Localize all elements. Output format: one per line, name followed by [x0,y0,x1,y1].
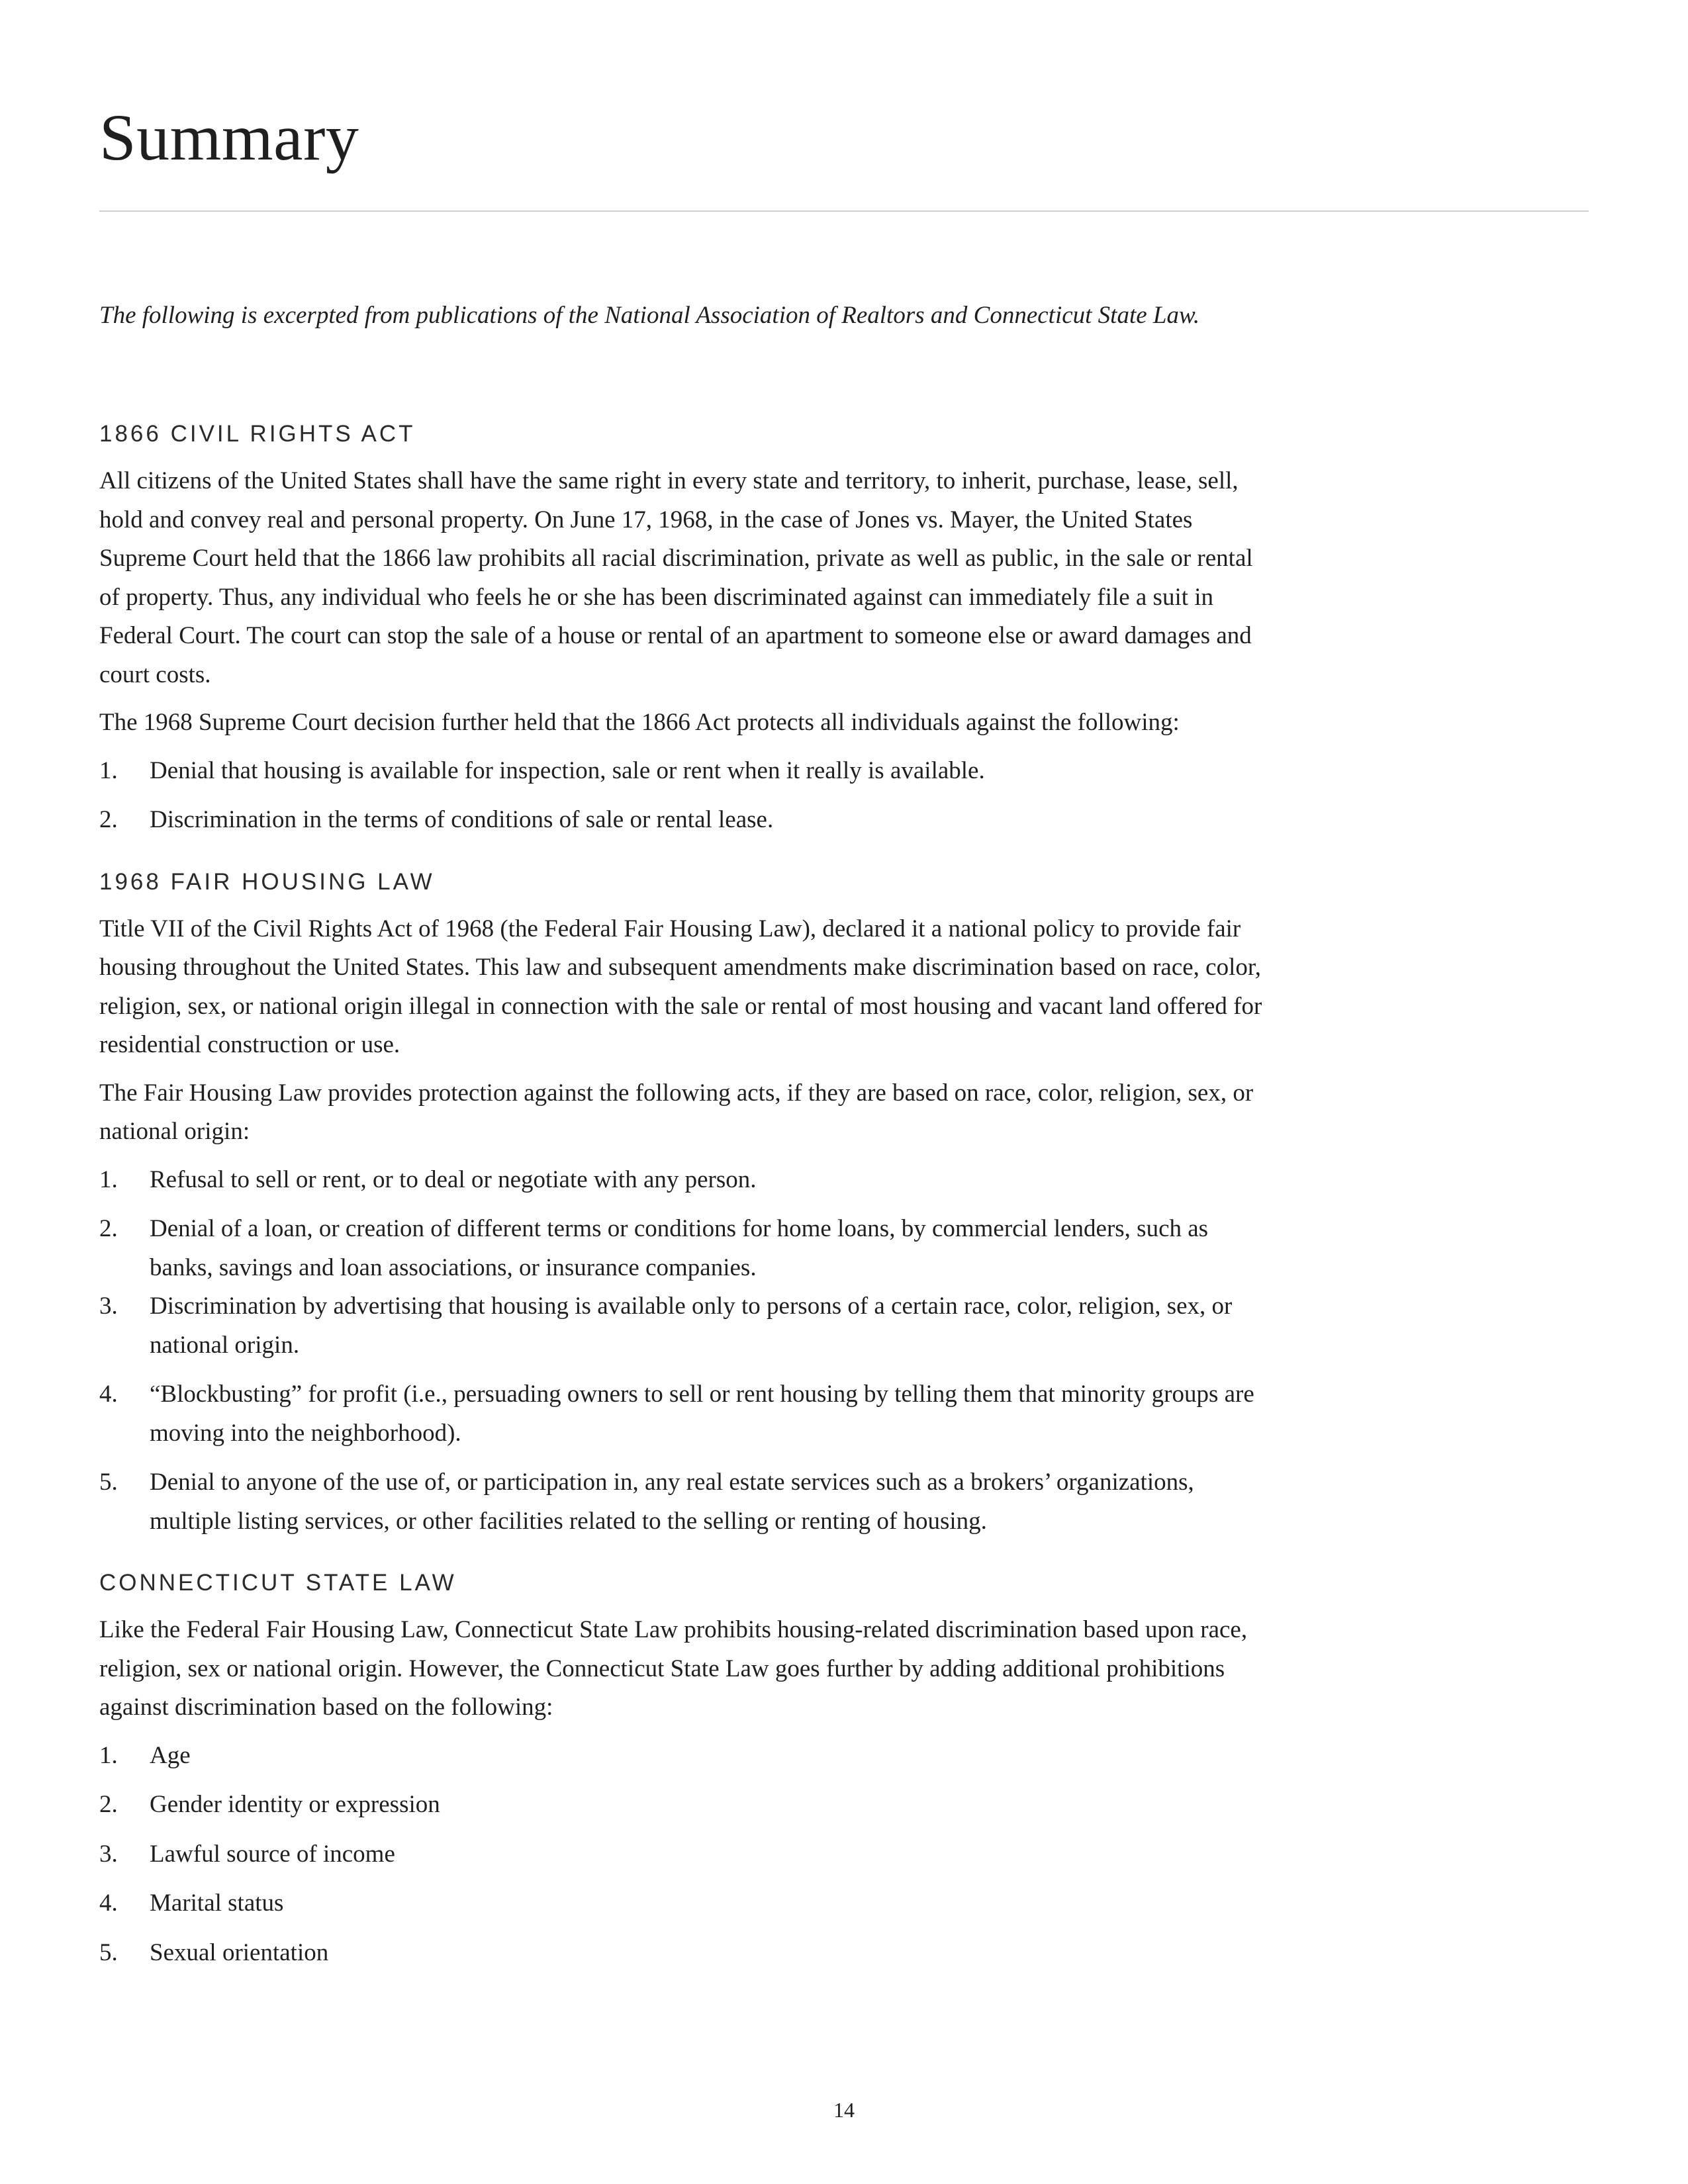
list-number: 3. [99,1293,118,1320]
list-number: 3. [99,1840,118,1868]
list-item [99,1210,1264,1287]
list-number: 2. [99,1215,118,1242]
list-item-text: Sexual orientation [150,1938,329,1966]
paragraph: Like the Federal Fair Housing Law, Connecticut State Law prohibits housing-related discrimination based upon race, religion, sex or national origin. However, the Connecticut State Law goes further by adding additional prohibitions against discrimination based on the following: [99,1616,1248,1721]
list-item [99,752,1264,791]
list-number: 1. [99,1165,118,1193]
numbered-list [99,1737,1264,1973]
list-item [99,1835,1264,1874]
list-item-text: “Blockbusting” for profit (i.e., persuading owners to sell or rent housing by telling them that minority groups are moving into the neighborhood). [150,1381,1254,1447]
list-number: 1. [99,756,118,784]
list-item-text: Lawful source of income [150,1840,395,1868]
list-item [99,1287,1264,1365]
list-item [99,1934,1264,1973]
section-heading: CONNECTICUT STATE LAW [99,1570,457,1596]
list-item [99,1884,1264,1923]
list-item-text: Age [150,1741,191,1769]
list-item [99,1737,1264,1776]
list-item [99,1161,1264,1200]
list-number: 4. [99,1381,118,1408]
section-civil-rights-act [99,414,1264,840]
numbered-list [99,1161,1264,1541]
page-title: Summary [99,101,359,174]
list-item-text: Refusal to sell or rent, or to deal or negotiate with any person. [150,1165,757,1193]
list-number: 5. [99,1469,118,1496]
list-number: 5. [99,1938,118,1966]
list-number: 2. [99,806,118,833]
list-item-text: Gender identity or expression [150,1791,440,1818]
list-item-text: Denial to anyone of the use of, or participation in, any real estate services such as a brokers’ organizations, multiple listing services, or other facilities related to the selling or renting of housing. [150,1469,1194,1535]
intro-text: The following is excerpted from publications of the National Association of Realtors and Connecticut State Law. [99,302,1200,329]
section-heading: 1968 FAIR HOUSING LAW [99,868,435,895]
list-item-text: Denial that housing is available for inspection, sale or rent when it really is available. [150,756,985,784]
list-item-text: Marital status [150,1889,284,1917]
list-item [99,1786,1264,1825]
section-heading: 1866 CIVIL RIGHTS ACT [99,421,416,447]
list-item [99,801,1264,840]
list-item [99,1463,1264,1541]
document-body [99,296,1264,1983]
paragraph: The Fair Housing Law provides protection against the following acts, if they are based on race, color, religion, sex, or national origin: [99,1079,1254,1145]
title-divider [99,210,1589,212]
list-number: 1. [99,1741,118,1769]
paragraph: All citizens of the United States shall have the same right in every state and territory, to inherit, purchase, lease, sell, hold and convey real and personal property. On June 17, 1968, in the case of Jones vs. Mayer, the United States Supreme Court held that the 1866 law prohibits all racial discrimination, private as well as public, in the sale or rental of property. Thus, any individual who feels he or she has been discriminated against can immediately file a suit in Federal Court. The court can stop the sale of a house or rental of an apartment to someone else or award damages and court costs. [99,467,1253,688]
list-item-text: Denial of a loan, or creation of different terms or conditions for home loans, by commercial lenders, such as banks, savings and loan associations, or insurance companies. [150,1215,1209,1281]
paragraph: Title VII of the Civil Rights Act of 1968 (the Federal Fair Housing Law), declared it a national policy to provide fair housing throughout the United States. This law and subsequent amendments make discrimination based on race, color, religion, sex, or national origin illegal in connection with the sale or rental of most housing and vacant land offered for residential construction or use. [99,915,1262,1058]
section-fair-housing-law [99,862,1264,1541]
paragraph: The 1968 Supreme Court decision further held that the 1866 Act protects all individuals against the following: [99,709,1180,736]
list-item-text: Discrimination by advertising that housing is available only to persons of a certain race, color, religion, sex, or national origin. [150,1293,1233,1359]
numbered-list [99,752,1264,840]
section-connecticut-state-law [99,1563,1264,1972]
list-item [99,1375,1264,1453]
page-number: 14 [833,2098,855,2122]
list-number: 4. [99,1889,118,1917]
list-number: 2. [99,1791,118,1818]
list-item-text: Discrimination in the terms of conditions of sale or rental lease. [150,806,774,833]
